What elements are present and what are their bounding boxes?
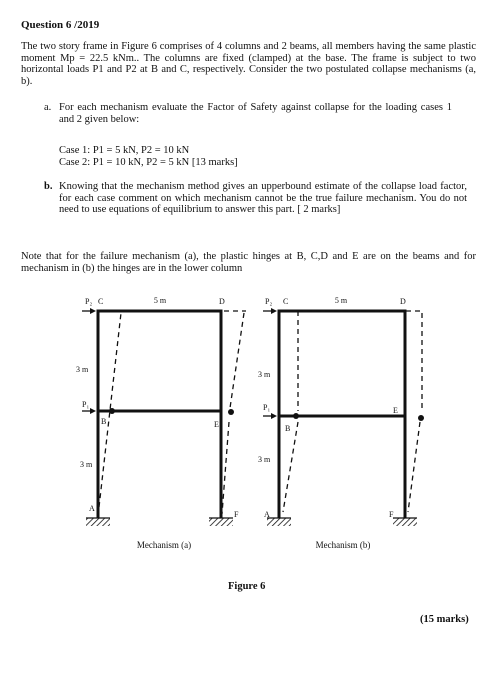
mechanism-b-support-f (393, 518, 417, 526)
part-a-marker: a. (44, 102, 52, 113)
mechanism-a-hinge-e (228, 409, 234, 415)
question-intro: The two story frame in Figure 6 comprises of 4 columns and 2 beams, all members having the same plastic moment Mp = 22.5 kNm.. The columns are fixed (clamped) at the base. The frame is subject to two horizontal loads P1 and P2 at B and C, respectively. Consider the two postulated collapse mechanisms (a, b). (21, 41, 476, 87)
part-a-text: For each mechanism evaluate the Factor of Safety against collapse for the loading cases 1 and 2 given below: (59, 102, 452, 125)
mechanism-a-label-p1: P₁ (82, 400, 90, 409)
mechanism-a-label-h-upper: 3 m (76, 365, 89, 374)
mechanism-b-label-b: B (285, 424, 291, 433)
question-title: Question 6 /2019 (21, 19, 100, 31)
mechanism-b-label-a: A (264, 510, 270, 519)
mechanism-b-label-p2: P₂ (265, 297, 273, 306)
mechanism-a-label-b: B (101, 417, 107, 426)
figure-caption: Figure 6 (228, 581, 266, 592)
part-b-text: Knowing that the mechanism method gives an upperbound estimate of the collapse load factor, for each case comment on which mechanism cannot be the true failure mechanism. You do not need to use equations of equilibrium to answer this part. [ 2 marks] (59, 181, 467, 215)
mechanism-b-label-f: F (389, 510, 394, 519)
mechanism-a-support-f (209, 518, 233, 526)
mechanism-a-load-arrow-p2 (82, 308, 96, 314)
mechanism-b-support-a (267, 518, 291, 526)
mechanism-a-label-h-lower: 3 m (80, 460, 93, 469)
mechanism-a-deformed-shape (98, 311, 246, 516)
mechanism-a-hinge-b (109, 408, 115, 414)
mechanism-a-support-a (86, 518, 110, 526)
mechanism-b-load-arrow-p1 (263, 413, 277, 419)
mechanism-b-label-p1: P₁ (263, 403, 271, 412)
mechanism-a-diagram (76, 296, 246, 550)
part-a-case1: Case 1: P1 = 5 kN, P2 = 10 kN (59, 145, 190, 156)
mechanism-b-label-c: C (283, 297, 289, 306)
mechanism-a-label-d: D (219, 297, 225, 306)
question-note: Note that for the failure mechanism (a), the plastic hinges at B, C,D and E are on the beams and for mechanism in (b) the hinges are in the lower column (21, 251, 476, 274)
mechanism-b-label-h-lower: 3 m (258, 455, 271, 464)
mechanism-b-label-h-upper: 3 m (258, 370, 271, 379)
mechanism-b-deformed-shape (283, 311, 422, 512)
part-b-marker: b. (44, 181, 53, 192)
mechanism-a-caption: Mechanism (a) (136, 540, 192, 550)
total-marks: (15 marks) (420, 614, 469, 625)
mechanism-b-caption: Mechanism (b) (315, 540, 371, 550)
mechanism-b-load-arrow-p2 (263, 308, 277, 314)
mechanism-b-hinge-b (293, 413, 299, 419)
mechanism-a-label-span: 5 m (153, 296, 167, 305)
mechanism-a-frame (98, 311, 221, 516)
mechanism-b-label-d: D (400, 297, 406, 306)
mechanism-b-label-span: 5 m (334, 296, 348, 305)
mechanism-a-label-e: E (214, 420, 219, 429)
mechanism-b-diagram (258, 296, 424, 550)
mechanism-a-label-c: C (98, 297, 104, 306)
part-a-case2: Case 2: P1 = 10 kN, P2 = 5 kN [13 marks] (59, 157, 238, 168)
mechanism-b-hinge-e (418, 415, 424, 421)
mechanism-a-label-f: F (234, 510, 239, 519)
mechanism-a-label-p2: P₂ (85, 297, 93, 306)
mechanism-b-label-e: E (393, 406, 398, 415)
mechanism-a-label-a: A (89, 504, 95, 513)
